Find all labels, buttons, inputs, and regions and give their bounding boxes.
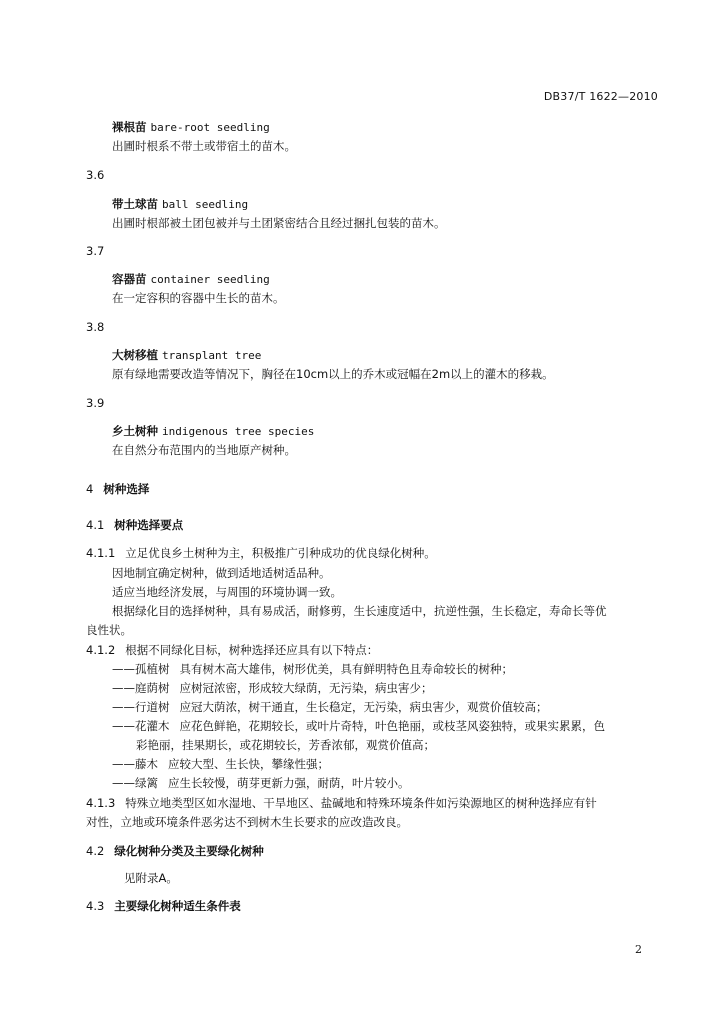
term-en: transplant tree bbox=[162, 349, 262, 362]
list-item-key: ——孤植树 bbox=[112, 662, 170, 676]
section-heading-4 bbox=[86, 481, 149, 497]
list-item-continuation: 彩艳丽，挂果期长，或花期较长，芳香浓郁，观赏价值高； bbox=[136, 738, 435, 752]
section-number: 4.1 bbox=[86, 518, 105, 532]
paragraph-text: 特殊立地类型区如水湿地、干旱地区、盐碱地和特殊环境条件如污染源地区的树种选择应有针 bbox=[125, 796, 597, 810]
section-title: 树种选择 bbox=[103, 482, 150, 496]
list-item-key: ——藤木 bbox=[112, 757, 158, 771]
page-number: 2 bbox=[635, 943, 642, 956]
standard-code: DB37/T 1622—2010 bbox=[543, 90, 658, 103]
paragraph-text: 立足优良乡土树种为主，积极推广引种成功的优良绿化树种。 bbox=[125, 546, 436, 560]
list-item-key: ——行道树 bbox=[112, 700, 170, 714]
term-en: indigenous tree species bbox=[162, 425, 315, 438]
paragraph-line: 因地制宜确定树种，做到适地适树适品种。 bbox=[112, 566, 331, 580]
list-item-text: 应花色鲜艳，花期较长，或叶片奇特，叶色艳丽，或枝茎风姿独特，或果实累累，色 bbox=[179, 719, 605, 733]
term-zh: 容器苗 bbox=[112, 272, 147, 286]
list-item bbox=[112, 680, 433, 696]
clause-number: 4.1.3 bbox=[86, 796, 116, 810]
term-zh: 大树移植 bbox=[112, 348, 158, 362]
term-definition: 原有绿地需要改造等情况下，胸径在10cm以上的乔木或冠幅在2m以上的灌木的移栽。 bbox=[112, 367, 554, 381]
list-item-text: 应树冠浓密，形成较大绿荫，无污染，病虫害少； bbox=[179, 681, 433, 695]
list-item-key: ——花灌木 bbox=[112, 719, 170, 733]
section-number: 4 bbox=[86, 482, 94, 496]
term-3-5 bbox=[112, 119, 270, 135]
list-item bbox=[112, 718, 605, 734]
clause-number: 3.9 bbox=[86, 396, 105, 410]
paragraph-text: 见附录A。 bbox=[124, 871, 178, 885]
clause-number: 4.1.1 bbox=[86, 546, 116, 560]
clause-number: 3.8 bbox=[86, 320, 105, 334]
list-item-key: ——庭荫树 bbox=[112, 681, 170, 695]
list-item bbox=[112, 756, 329, 772]
list-item-text: 应生长较慢，萌芽更新力强，耐荫，叶片较小。 bbox=[168, 776, 410, 790]
term-en: container seedling bbox=[150, 273, 270, 286]
list-item bbox=[112, 661, 513, 677]
term-zh: 带土球苗 bbox=[112, 197, 158, 211]
list-item-text: 应较大型、生长快，攀缘性强； bbox=[168, 757, 329, 771]
section-heading-4-2 bbox=[86, 843, 264, 859]
term-definition: 在一定容积的容器中生长的苗木。 bbox=[112, 291, 285, 305]
paragraph-text: 根据不同绿化目标，树种选择还应具有以下特点： bbox=[125, 643, 379, 657]
section-heading-4-1 bbox=[86, 517, 183, 533]
term-zh: 裸根苗 bbox=[112, 120, 147, 134]
paragraph-4-1-3 bbox=[86, 795, 597, 811]
list-item-text: 具有树木高大雄伟，树形优美，具有鲜明特色且寿命较长的树种； bbox=[179, 662, 513, 676]
list-item-key: ——绿篱 bbox=[112, 776, 158, 790]
term-3-8 bbox=[112, 347, 261, 363]
section-number: 4.2 bbox=[86, 844, 105, 858]
term-en: bare-root seedling bbox=[150, 121, 270, 134]
clause-number: 3.6 bbox=[86, 168, 105, 182]
term-en: ball seedling bbox=[162, 198, 249, 211]
paragraph-line: 良性状。 bbox=[86, 623, 132, 637]
term-3-9 bbox=[112, 423, 314, 439]
paragraph-4-1-1 bbox=[86, 545, 436, 561]
section-title: 树种选择要点 bbox=[114, 518, 184, 532]
list-item-text: 应冠大荫浓，树干通直，生长稳定，无污染，病虫害少，观赏价值较高； bbox=[179, 700, 548, 714]
term-zh: 乡土树种 bbox=[112, 424, 158, 438]
term-definition: 出圃时根部被土团包被并与土团紧密结合且经过捆扎包装的苗木。 bbox=[112, 216, 446, 230]
paragraph-line: 对性，立地或环境条件恶劣达不到树木生长要求的应改造改良。 bbox=[86, 815, 408, 829]
list-item bbox=[112, 775, 410, 791]
section-heading-4-3 bbox=[86, 898, 241, 914]
paragraph-4-1-2 bbox=[86, 642, 378, 658]
term-3-7 bbox=[112, 271, 270, 287]
term-3-6 bbox=[112, 196, 248, 212]
clause-number: 3.7 bbox=[86, 244, 105, 258]
term-definition: 出圃时根系不带土或带宿土的苗木。 bbox=[112, 139, 296, 153]
section-number: 4.3 bbox=[86, 899, 105, 913]
term-definition: 在自然分布范围内的当地原产树种。 bbox=[112, 443, 296, 457]
paragraph-line: 适应当地经济发展，与周围的环境协调一致。 bbox=[112, 585, 342, 599]
paragraph-line: 根据绿化目的选择树种，具有易成活，耐修剪，生长速度适中，抗逆性强，生长稳定，寿命长等优 bbox=[112, 604, 607, 618]
section-title: 绿化树种分类及主要绿化树种 bbox=[114, 844, 264, 858]
section-title: 主要绿化树种适生条件表 bbox=[114, 899, 241, 913]
clause-number: 4.1.2 bbox=[86, 643, 116, 657]
list-item bbox=[112, 699, 548, 715]
